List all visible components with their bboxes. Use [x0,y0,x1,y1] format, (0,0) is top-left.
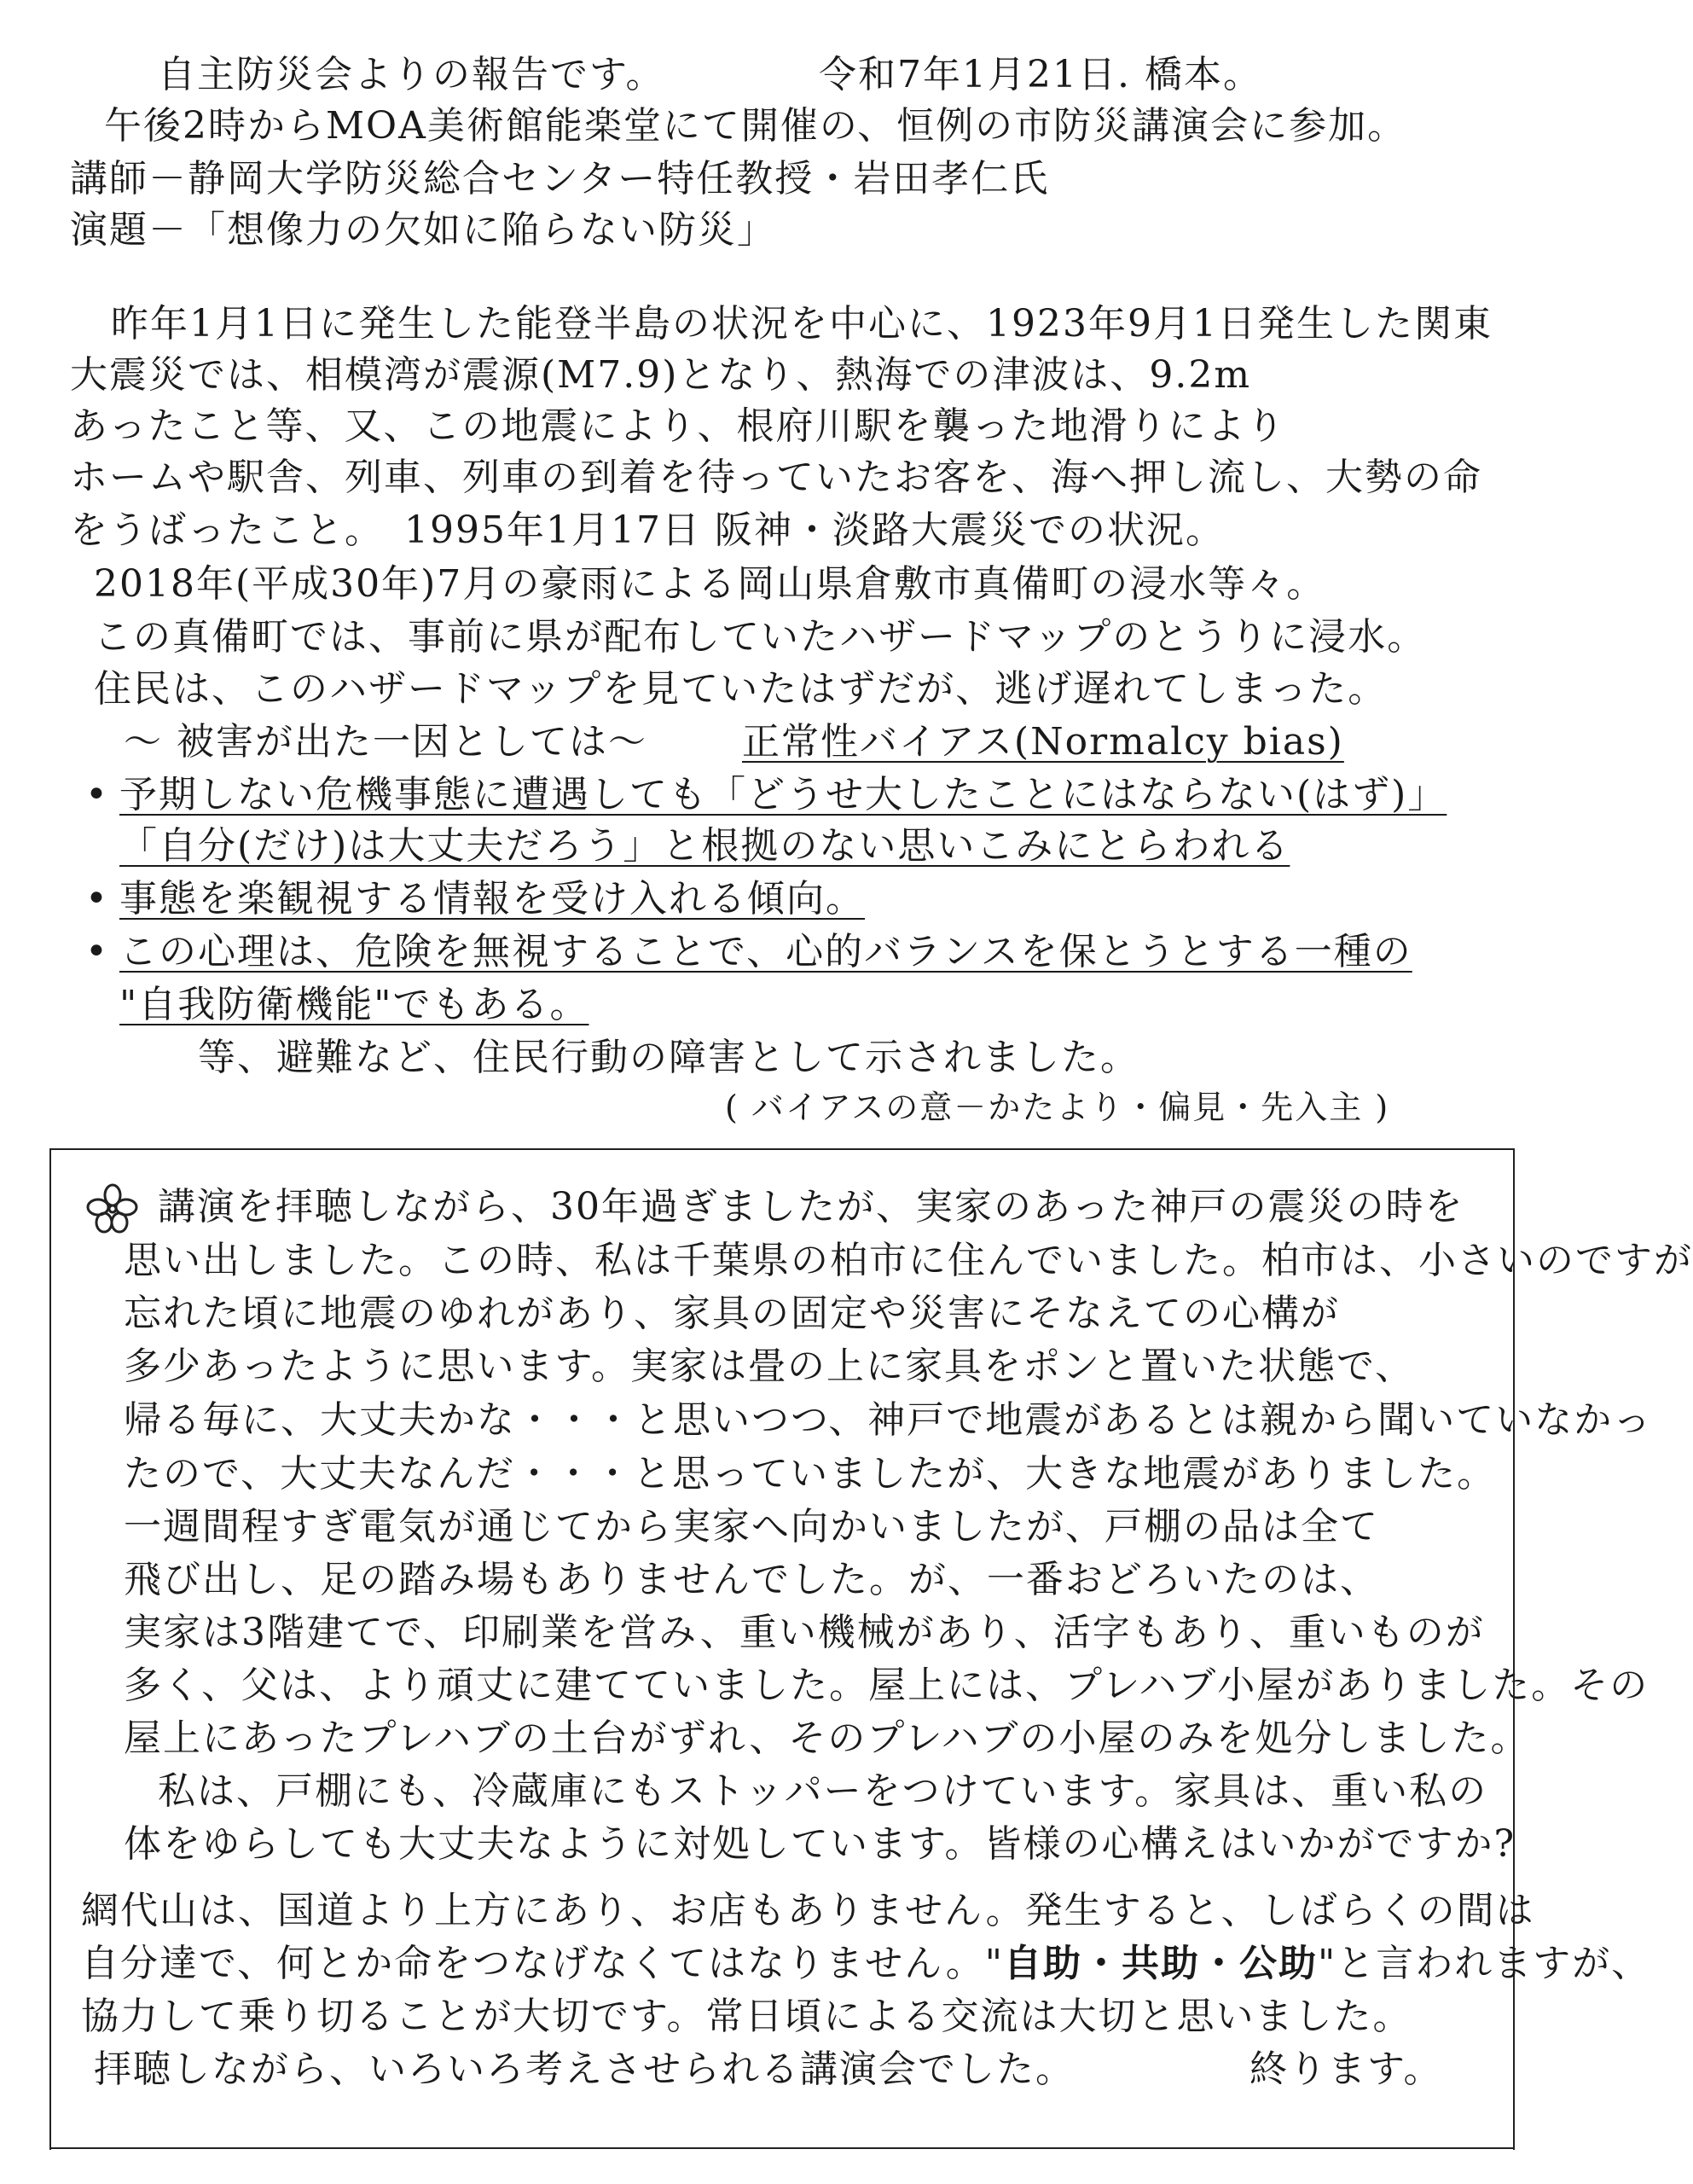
bias-note: ( バイアスの意－かたより・偏見・先入主 ) [725,1089,1390,1126]
reflection-line-10: 多く、父は、より頑丈に建てていました。屋上には、プレハブ小屋がありました。その [124,1664,1650,1707]
self-mutual-public-help: 自助・共助・公助 [1004,1942,1318,1985]
bullet-3-symbol: • [85,930,109,973]
lecture-title-line: 演題－「想像力の欠如に陥らない防災」 [70,208,776,252]
bullet-3-line-a: この心理は、危険を無視することで、心的バランスを保とうとする一種の [119,930,1412,973]
intro-line-1: 午後2時からMOA美術館能楽堂にて開催の、恒例の市防災講演会に参加。 [104,104,1407,148]
flower-icon [85,1182,140,1236]
body-line-5: をうばったこと。 1995年1月17日 阪神・淡路大震災での状況。 [70,508,1225,552]
body-line-2: 大震災では、相模湾が震源(M7.9)となり、熱海での津波は、9.2m [70,353,1252,397]
closing-line-3: 協力して乗り切ることが大切です。常日頃による交流は大切と思いました。 [81,1995,1412,2038]
reflection-line-7: 一週間程すぎ電気が通じてから実家へ向かいましたが、戸棚の品は全て [124,1505,1379,1548]
bullet-3-line-b: "自我防衛機能"でもある。 [119,983,589,1026]
body-line-7: この真備町では、事前に県が配布していたハザードマップのとうりに浸水。 [94,615,1427,659]
bullet-1-symbol: • [85,773,109,816]
bullet-2-line: 事態を楽観視する情報を受け入れる傾向。 [119,877,865,921]
bias-heading: ～ 被害が出た一因としては～ [124,720,647,764]
body-line-6: 2018年(平成30年)7月の豪雨による岡山県倉敷市真備町の浸水等々。 [94,562,1326,606]
bias-term: 正常性バイアス(Normalcy bias) [742,720,1344,764]
reflection-line-11: 屋上にあったプレハブの土台がずれ、そのプレハブの小屋のみを処分しました。 [124,1716,1530,1760]
reflection-line-2: 思い出しました。この時、私は千葉県の柏市に住んでいました。柏市は、小さいのですが [124,1239,1693,1282]
closing-line-1: 網代山は、国道より上方にあり、お店もありません。発生すると、しばらくの間は [81,1889,1535,1932]
reflection-line-13: 体をゆらしても大丈夫なように対処しています。皆様の心構えはいかがですか? [124,1822,1516,1866]
body-line-4: ホームや駅舎、列車、列車の到着を待っていたお客を、海へ押し流し、大勢の命 [70,456,1482,499]
lecturer-line: 講師－静岡大学防災総合センター特任教授・岩田孝仁氏 [70,157,1050,200]
closing-line-2a: 自分達で、何とか命をつなげなくてはなりません。" [81,1942,1004,1985]
closing-line-2 [81,1938,1650,1989]
body-line-3: あったこと等、又、この地震により、根府川駅を襲った地滑りにより [70,404,1286,448]
bullet-1-line-a: 予期しない危機事態に遭遇しても「どうせ大したことにはならない(はず)」 [119,773,1447,816]
report-title: 自主防災会よりの報告です。 [158,53,665,96]
body-line-8: 住民は、このハザードマップを見ていたはずだが、逃げ遅れてしまった。 [94,667,1388,711]
closing-line-2c: "と言われますが、 [1318,1942,1651,1985]
bullet-2-symbol: • [85,877,109,921]
reflection-box-bottom-rule [49,2147,1515,2149]
body-line-1: 昨年1月1日に発生した能登半島の状況を中心に、1923年9月1日発生した関東 [111,302,1493,346]
reflection-line-9: 実家は3階建てで、印刷業を営み、重い機械があり、活字もあり、重いものが [124,1611,1485,1654]
date-author: 令和7年1月21日. 橋本。 [819,53,1262,96]
reflection-line-4: 多少あったように思います。実家は畳の上に家具をポンと置いた状態で、 [124,1345,1415,1388]
closing-line-4: 拝聴しながら、いろいろ考えさせられる講演会でした。 [94,2048,1075,2091]
bullet-1-line-b: 「自分(だけ)は大丈夫だろう」と根拠のない思いこみにとらわれる [119,824,1290,868]
reflection-line-6: たので、大丈夫なんだ・・・と思っていましたが、大きな地震がありました。 [124,1452,1497,1496]
reflection-line-8: 飛び出し、足の踏み場もありませんでした。が、一番おどろいたのは、 [124,1558,1379,1601]
reflection-line-3: 忘れた頃に地震のゆれがあり、家具の固定や災害にそなえての心構が [124,1292,1340,1335]
reflection-line-1: 講演を拝聴しながら、30年過ぎましたが、実家のあった神戸の震災の時を [158,1185,1464,1228]
reflection-line-5: 帰る毎に、大丈夫かな・・・と思いつつ、神戸で地震があるとは親から聞いていなかっ [124,1398,1653,1442]
reflection-line-12: 私は、戸棚にも、冷蔵庫にもストッパーをつけています。家具は、重い私の [158,1769,1488,1813]
bias-summary: 等、避難など、住民行動の障害として示されました。 [198,1036,1139,1079]
end-note: 終ります。 [1249,2048,1443,2091]
